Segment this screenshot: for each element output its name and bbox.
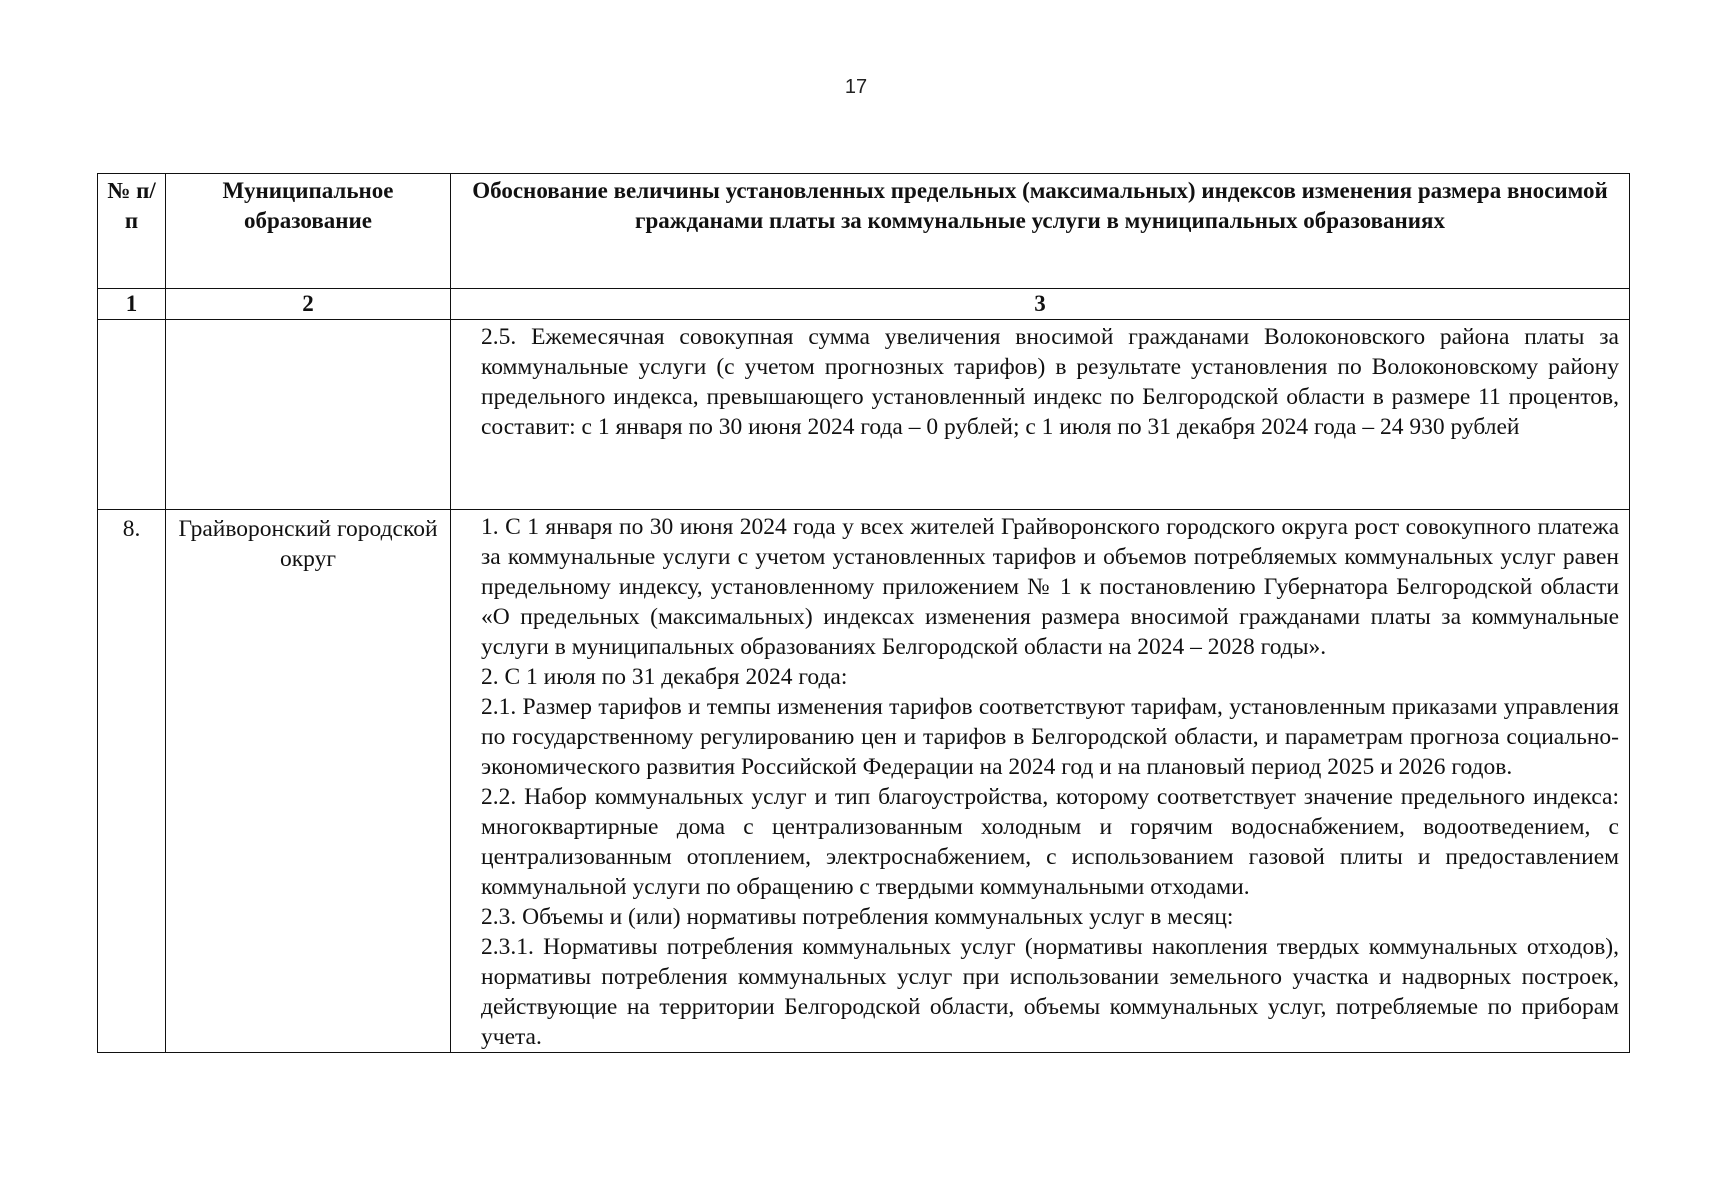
row-municipality: Грайворонский городской округ: [166, 510, 451, 1053]
paragraph: 2.3.1. Нормативы потребления коммунальных услуг (нормативы накопления твердых коммунальных отходов), нормативы потребления коммунальных услуг при использовании земельного участка и надворных построек, действующие на территории Белгородской области, объемы коммунальных услуг, потребляемые по приборам учета.: [481, 934, 1619, 1050]
paragraph: 2.3. Объемы и (или) нормативы потребления коммунальных услуг в месяц:: [481, 904, 1234, 930]
header-municipality: Муниципальное образование: [166, 174, 451, 289]
page-number: 17: [844, 76, 868, 98]
column-number: 3: [451, 289, 1630, 320]
row-number: 8.: [98, 510, 166, 1053]
column-number-row: [98, 289, 1630, 320]
justification-table: [97, 173, 1630, 1053]
table-header-row: [98, 174, 1630, 289]
header-number: № п/п: [98, 174, 166, 289]
paragraph: 2.2. Набор коммунальных услуг и тип благоустройства, которому соответствует значение предельного индекса: многоквартирные дома с централизованным холодным и горячим водоснабжением, водоотведением, с централизованным отоплением, электроснабжением, с использованием газовой плиты и предоставлением коммунальной услуги по обращению с твердыми коммунальными отходами.: [481, 784, 1619, 900]
table-row: [98, 320, 1630, 510]
column-number: 2: [166, 289, 451, 320]
paragraph: 1. С 1 января по 30 июня 2024 года у всех жителей Грайворонского городского округа рост совокупного платежа за коммунальные услуги с учетом установленных тарифов и объемов потребляемых коммунальных услуг равен предельному индексу, установленному приложением № 1 к постановлению Губернатора Белгородской области «О предельных (максимальных) индексах изменения размера вносимой гражданами платы за коммунальные услуги в муниципальных образованиях Белгородской области на 2024 – 2028 годы».: [481, 514, 1619, 660]
row-municipality: [166, 320, 451, 510]
column-number: 1: [98, 289, 166, 320]
paragraph: 2. С 1 июля по 31 декабря 2024 года:: [481, 664, 848, 690]
row-number: [98, 320, 166, 510]
row-justification: [451, 320, 1630, 510]
row-justification: [451, 510, 1630, 1053]
paragraph: 2.1. Размер тарифов и темпы изменения тарифов соответствуют тарифам, установленным приказами управления по государственному регулированию цен и тарифов в Белгородской области, и параметрам прогноза социально-экономического развития Российской Федерации на 2024 год и на плановый период 2025 и 2026 годов.: [481, 694, 1619, 780]
paragraph: 2.5. Ежемесячная совокупная сумма увеличения вносимой гражданами Волоконовского района платы за коммунальные услуги (с учетом прогнозных тарифов) в результате установления по Волоконовскому району предельного индекса, превышающего установленный индекс по Белгородской области в размере 11 процентов, составит: с 1 января по 30 июня 2024 года – 0 рублей; с 1 июля по 31 декабря 2024 года – 24 930 рублей: [481, 324, 1619, 440]
header-justification: Обоснование величины установленных предельных (максимальных) индексов изменения размера вносимой гражданами платы за коммунальные услуги в муниципальных образованиях: [451, 174, 1630, 289]
table-row: [98, 510, 1630, 1053]
